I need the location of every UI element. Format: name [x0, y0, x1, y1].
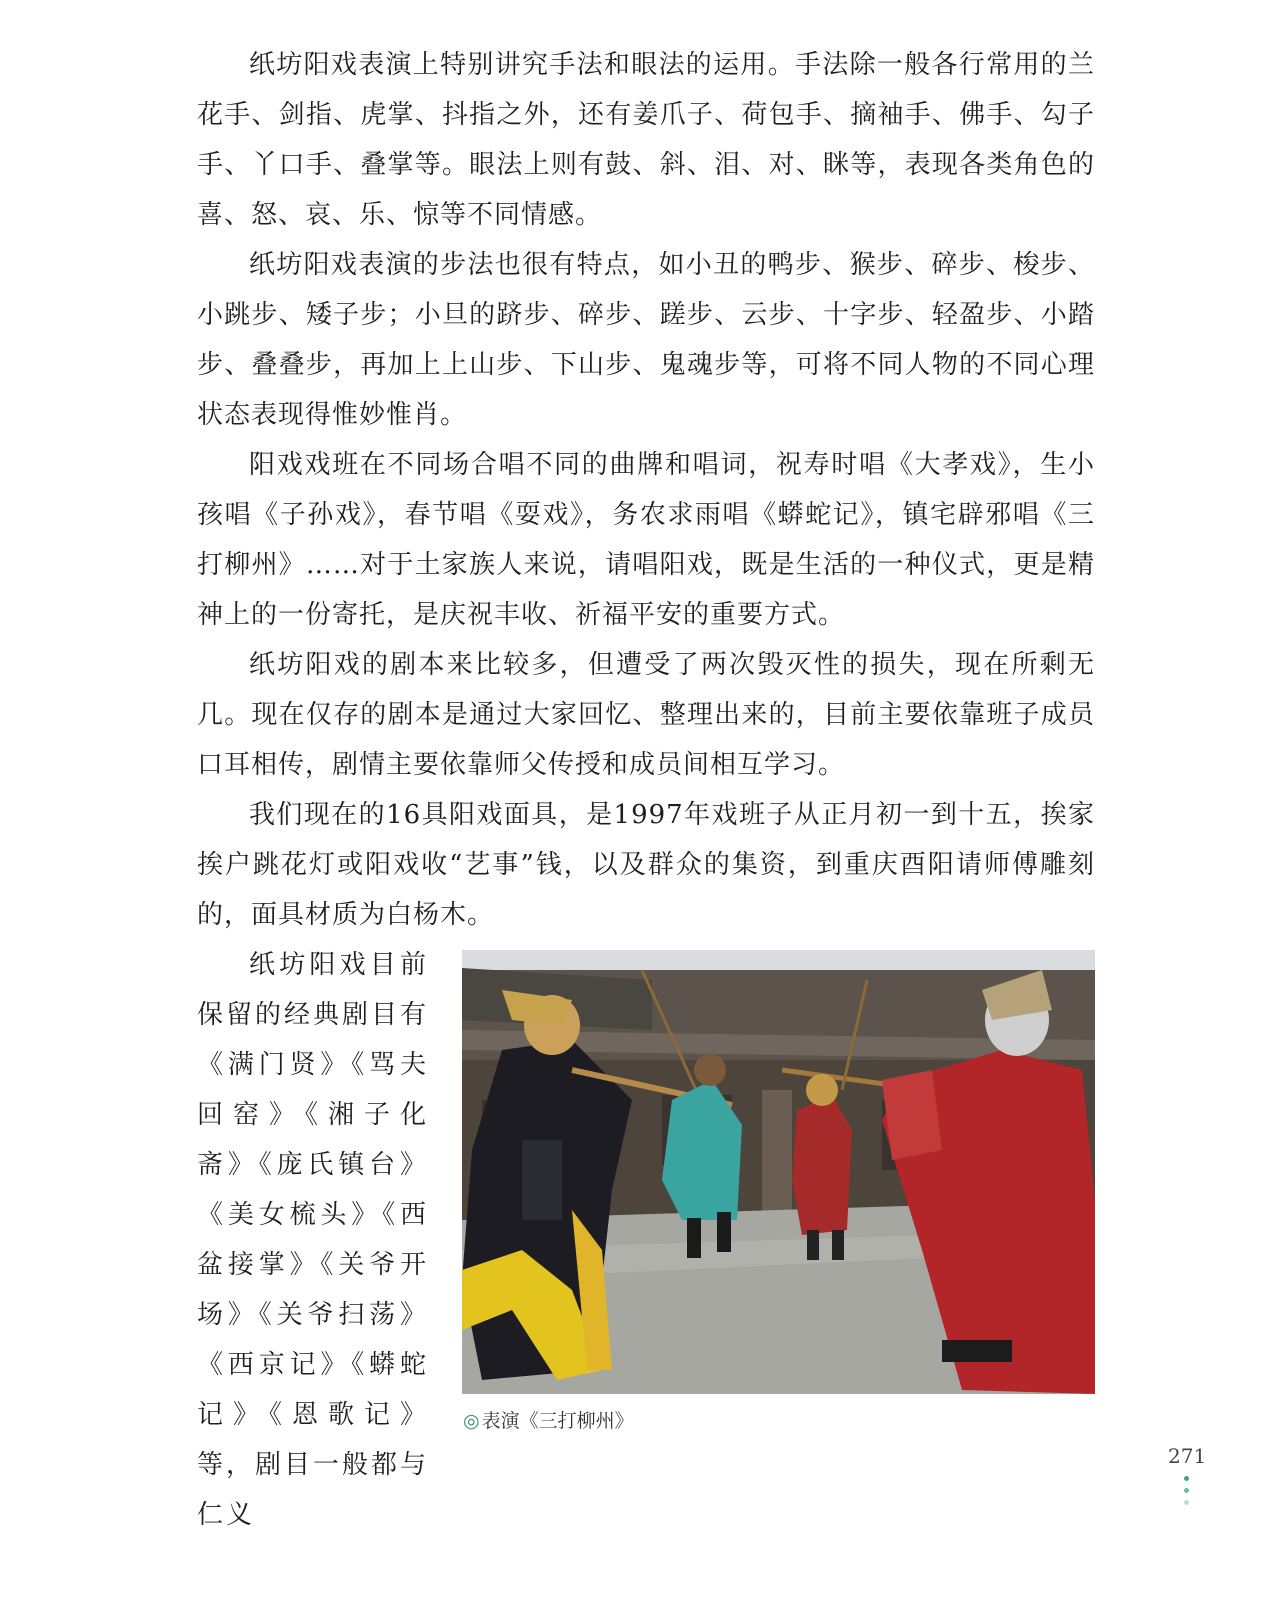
paragraph-footwork: 纸坊阳戏表演的步法也很有特点，如小丑的鸭步、猴步、碎步、梭步、小跳步、矮子步；小旦的跻步、碎步、蹉步、云步、十字步、轻盈步、小踏步、叠叠步，再加上上山步、下山步、鬼魂步等，可将不同人物的不同心理状态表现得惟妙惟肖。	[197, 250, 1095, 430]
caption-mark: ◎	[463, 1410, 480, 1432]
folio-dot	[1184, 1476, 1189, 1481]
body-text	[197, 40, 1095, 940]
folio-dot	[1184, 1488, 1189, 1493]
folio-dots-ornament	[1183, 1476, 1191, 1516]
folio-dot	[1184, 1500, 1189, 1505]
paragraph-repertoire: 纸坊阳戏目前保留的经典剧目有《满门贤》《骂夫回窑》《湘子化斋》《庞氏镇台》《美女梳头》《西盆接掌》《关爷开场》《关爷扫荡》《西京记》《蟒蛇记》《恩歌记》等，剧目一般都与仁义	[197, 950, 430, 1530]
text-and-figure	[197, 940, 1095, 1530]
paragraph-hand-eye-techniques: 纸坊阳戏表演上特别讲究手法和眼法的运用。手法除一般各行常用的兰花手、剑指、虎掌、抖指之外，还有姜爪子、荷包手、摘袖手、佛手、勾子手、丫口手、叠掌等。眼法上则有鼓、斜、泪、对、眯等，表现各类角色的喜、怒、哀、乐、惊等不同情感。	[197, 50, 1095, 230]
paragraph-masks: 我们现在的16具阳戏面具，是1997年戏班子从正月初一到十五，挨家挨户跳花灯或阳戏收“艺事”钱，以及群众的集资，到重庆酉阳请师傅雕刻的，面具材质为白杨木。	[197, 800, 1095, 930]
performance-photo-illustration	[462, 950, 1095, 1394]
page-number: 271	[1168, 1444, 1207, 1468]
paragraph-scripts: 纸坊阳戏的剧本来比较多，但遭受了两次毁灭性的损失，现在所剩无几。现在仅存的剧本是通过大家回忆、整理出来的，目前主要依靠班子成员口耳相传，剧情主要依靠师父传授和成员间相互学习。	[197, 650, 1095, 780]
caption-text: 表演《三打柳州》	[481, 1410, 634, 1432]
performance-photo	[462, 950, 1095, 1394]
figure-caption	[463, 1408, 634, 1434]
paragraph-occasions: 阳戏戏班在不同场合唱不同的曲牌和唱词，祝寿时唱《大孝戏》，生小孩唱《子孙戏》，春节唱《耍戏》，务农求雨唱《蟒蛇记》，镇宅辟邪唱《三打柳州》……对于土家族人来说，请唱阳戏，既是生活的一种仪式，更是精神上的一份寄托，是庆祝丰收、祈福平安的重要方式。	[197, 450, 1095, 630]
